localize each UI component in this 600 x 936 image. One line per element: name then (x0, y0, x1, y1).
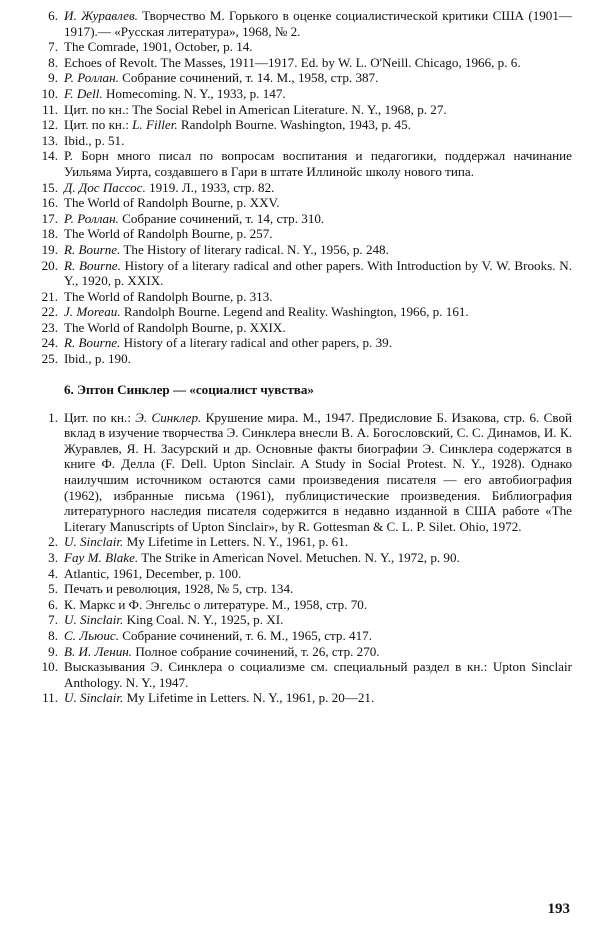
note-author: L. Filler. (132, 117, 178, 133)
note-text: Р. Борн много писал по вопросам воспитания и педагогики, поддержал начинание Уильяма Уирта, создавшего в Гари в штате Иллинойс школу нового типа. (64, 148, 572, 179)
note-text: К. Маркс и Ф. Энгельс о литературе. М., 1958, стр. 70. (64, 596, 368, 612)
note-text: Полное собрание сочинений, т. 26, стр. 270. (135, 643, 380, 659)
note-author: С. Льюис. (64, 627, 119, 643)
note-item (28, 320, 572, 336)
note-item (28, 8, 572, 39)
note-text: The World of Randolph Bourne, p. 257. (64, 226, 273, 242)
note-item (28, 117, 572, 133)
note-item (28, 148, 572, 179)
notes-list-chapter-5 (28, 8, 572, 367)
note-item (28, 102, 572, 118)
section-heading: 6. Эптон Синклер — «социалист чувства» (64, 381, 314, 397)
note-text: My Lifetime in Letters. N. Y., 1961, p. 20—21. (126, 690, 375, 706)
note-text: King Coal. N. Y., 1925, p. XI. (126, 612, 284, 628)
note-body (64, 690, 374, 705)
note-author: Э. Синклер. (135, 409, 202, 425)
note-body (64, 102, 447, 117)
note-text: The History of literary radical. N. Y., 1956, p. 248. (123, 241, 389, 257)
note-text: History of a literary radical and other papers. With Introduction by V. W. Brooks. N. Y., 1920, p. XXIX. (64, 257, 572, 289)
note-author: Fay M. Blake. (64, 550, 139, 565)
note-body (64, 55, 521, 70)
note-item (28, 659, 572, 690)
note-text: Печать и революция, 1928, № 5, стр. 134. (64, 581, 294, 597)
note-body (64, 195, 280, 210)
note-number: 6 . (28, 8, 58, 24)
note-number: 17 . (28, 211, 58, 227)
note-text: Высказывания Э. Синклера о социализме см. специальный раздел в кн.: Upton Sinclair Anthology. N. Y., 1947. (64, 659, 572, 690)
note-body (64, 8, 572, 39)
note-number: 18 . (28, 226, 58, 242)
note-body (64, 258, 572, 289)
note-item (28, 644, 572, 660)
note-number: 15 . (28, 180, 58, 196)
note-number: 4 . (28, 566, 58, 582)
note-item (28, 612, 572, 628)
note-item (28, 566, 572, 582)
notes-list-chapter-6 (28, 410, 572, 706)
note-number: 2 . (28, 534, 58, 550)
note-number: 8 . (28, 628, 58, 644)
note-item (28, 581, 572, 597)
note-number: 23 . (28, 320, 58, 336)
note-number: 11 . (28, 690, 58, 706)
note-text: Randolph Bourne. Washington, 1943, p. 45. (180, 117, 411, 133)
note-number: 10 . (28, 86, 58, 102)
note-number: 7 . (28, 39, 58, 55)
note-text: Atlantic, 1961, December, p. 100. (64, 565, 242, 581)
note-body (64, 597, 367, 612)
note-number: 11 . (28, 102, 58, 118)
note-body (64, 612, 283, 627)
note-item (28, 39, 572, 55)
note-number: 14 . (28, 148, 58, 164)
note-author: В. И. Ленин. (64, 643, 133, 659)
note-text: The World of Randolph Bourne, p. 313. (64, 288, 273, 304)
note-item (28, 70, 572, 86)
note-body (64, 644, 380, 659)
note-number: 19 . (28, 242, 58, 258)
note-author: J. Moreau. (64, 304, 121, 320)
note-body (64, 566, 241, 581)
note-body (64, 659, 572, 690)
note-number: 9 . (28, 70, 58, 86)
note-number: 24 . (28, 335, 58, 351)
note-body (64, 86, 286, 101)
note-body (64, 289, 273, 304)
note-number: 25 . (28, 351, 58, 367)
note-text: The Comrade, 1901, October, p. 14. (64, 39, 253, 55)
note-text: The World of Randolph Bourne, p. XXV. (64, 195, 280, 211)
note-number: 13 . (28, 133, 58, 149)
book-page (28, 8, 572, 706)
note-body (64, 628, 372, 643)
note-item (28, 133, 572, 149)
note-number: 5 . (28, 581, 58, 597)
note-item (28, 534, 572, 550)
note-prefix: Цит. по кн.: (64, 409, 131, 425)
note-body (64, 304, 469, 319)
note-number: 20 . (28, 258, 58, 274)
note-text: Ibid., p. 51. (64, 132, 125, 148)
note-body (64, 180, 274, 195)
note-text: Собрание сочинений, т. 6. М., 1965, стр. 417. (122, 627, 372, 643)
note-body (64, 117, 411, 132)
note-text: Собрание сочинений, т. 14, стр. 310. (122, 210, 325, 226)
note-item (28, 258, 572, 289)
note-number: 7 . (28, 612, 58, 628)
note-author: U. Sinclair. (64, 534, 124, 550)
note-number: 8 . (28, 55, 58, 71)
note-item (28, 86, 572, 102)
note-body (64, 133, 124, 148)
note-item (28, 597, 572, 613)
note-body (64, 242, 389, 257)
note-body (64, 534, 348, 549)
note-text: The World of Randolph Bourne, p. XXIX. (64, 319, 286, 335)
note-body (64, 226, 273, 241)
note-item (28, 690, 572, 706)
note-text: Ibid., p. 190. (64, 351, 131, 367)
note-number: 10 . (28, 659, 58, 675)
note-text: My Lifetime in Letters. N. Y., 1961, p. 61. (126, 534, 349, 550)
note-number: 21 . (28, 289, 58, 305)
note-author: Р. Роллан. (64, 210, 119, 226)
note-text: Echoes of Revolt. The Masses, 1911—1917. Ed. by W. L. O'Neill. Chicago, 1966, p. 6. (64, 54, 521, 70)
note-number: 3 . (28, 550, 58, 566)
note-body (64, 39, 253, 54)
note-item (28, 410, 572, 535)
note-body (64, 148, 572, 179)
note-item (28, 550, 572, 566)
note-body (64, 335, 392, 350)
note-item (28, 242, 572, 258)
note-body (64, 550, 460, 565)
note-item (28, 335, 572, 351)
note-number: 1 . (28, 410, 58, 426)
note-number: 6 . (28, 597, 58, 613)
note-text: 1919. Л., 1933, стр. 82. (149, 179, 275, 195)
note-item (28, 55, 572, 71)
note-author: R. Bourne. (64, 241, 121, 257)
note-text: History of a literary radical and other papers, p. 39. (123, 335, 392, 351)
page-number: 193 (547, 901, 570, 917)
note-author: R. Bourne. (64, 257, 121, 273)
note-item (28, 289, 572, 305)
note-text: Творчество М. Горького в оценке социалистической критики США (1901—1917).— «Русская литература», 1968, № 2. (64, 8, 572, 39)
note-body (64, 581, 293, 596)
note-text: Randolph Bourne. Legend and Reality. Washington, 1966, p. 161. (123, 304, 469, 320)
note-number: 12 . (28, 117, 58, 133)
note-text: The Strike in American Novel. Metuchen. N. Y., 1972, p. 90. (141, 550, 460, 565)
note-item (28, 180, 572, 196)
note-body (64, 351, 131, 366)
note-body (64, 410, 572, 534)
note-text: Собрание сочинений, т. 14. М., 1958, стр. 387. (122, 70, 379, 86)
note-text: Крушение мира. М., 1947. Предисловие Б. Изакова, стр. 6. Свой вклад в изучение творчества Э. Синклера внесли В. А. Богословский, С. С. Динамов, И. К. Журавлев, Я. Н. Засурский и др. Основные факты биографии Э. Синклера содержатся в книге Ф. Делла (F. Dell. Upton Sinclair. A Study in Social Protest. N. Y., 1928). Однако наилучшим источником остаются сами произведения писателя — его автобиография (1962), избранные письма (1961), публицистические произведения. Библиография литературного наследия писателя содержится в недавно изданной в США работе «The Literary Manuscripts of Upton Sinclair», by R. Gottesman & C. L. P. Silet. Ohio, 1972. (64, 409, 573, 534)
note-author: U. Sinclair. (64, 612, 124, 628)
note-author: И. Журавлев. (64, 8, 138, 23)
note-number: 22 . (28, 304, 58, 320)
note-number: 9 . (28, 644, 58, 660)
note-author: Р. Роллан. (64, 70, 119, 86)
note-item (28, 226, 572, 242)
note-body (64, 211, 324, 226)
note-author: R. Bourne. (64, 335, 121, 351)
note-author: Д. Дос Пассос. (64, 179, 146, 195)
note-item (28, 351, 572, 367)
note-body (64, 320, 286, 335)
note-body (64, 70, 378, 85)
note-item (28, 211, 572, 227)
note-author: F. Dell. (64, 85, 103, 101)
note-text: Цит. по кн.: The Social Rebel in American Literature. N. Y., 1968, p. 27. (64, 101, 447, 117)
note-item (28, 304, 572, 320)
note-prefix: Цит. по кн.: (64, 117, 129, 133)
note-item (28, 195, 572, 211)
note-text: Homecoming. N. Y., 1933, p. 147. (105, 85, 286, 101)
note-item (28, 628, 572, 644)
note-number: 16 . (28, 195, 58, 211)
note-author: U. Sinclair. (64, 690, 124, 706)
